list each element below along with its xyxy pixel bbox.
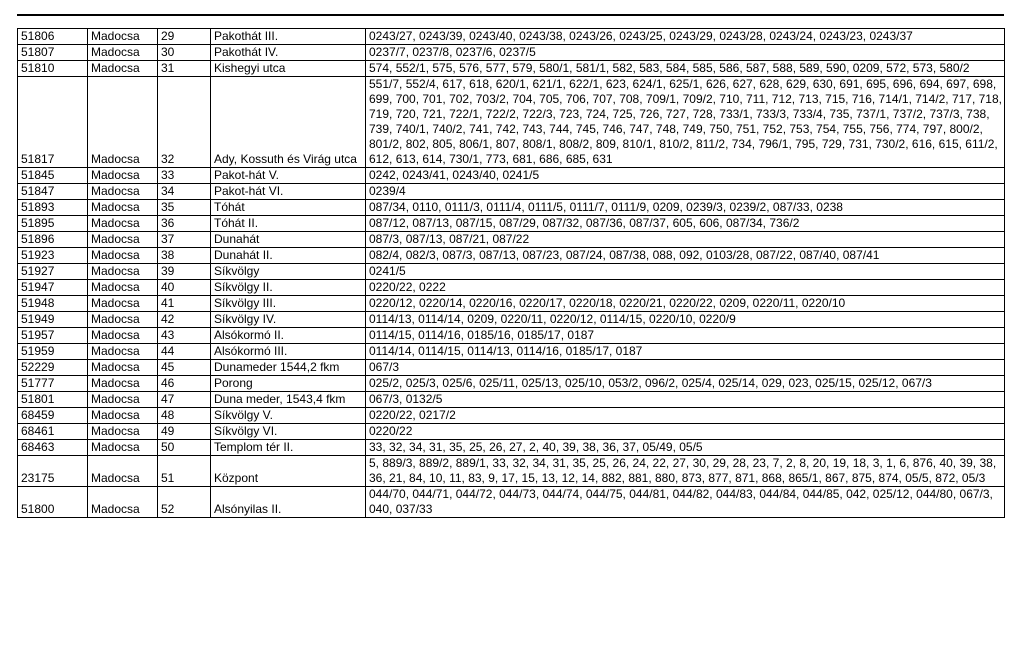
number-cell: 32 [158, 77, 211, 168]
parcels-cell: 082/4, 082/3, 087/3, 087/13, 087/23, 087/24, 087/38, 088, 092, 0103/28, 087/22, 087/40, 087/41 [366, 248, 1005, 264]
name-cell: Pakot-hát V. [211, 168, 366, 184]
table-row [18, 408, 1005, 424]
table-row [18, 312, 1005, 328]
number-cell: 33 [158, 168, 211, 184]
name-cell: Templom tér II. [211, 440, 366, 456]
name-cell: Alsónyilas II. [211, 487, 366, 518]
number-cell: 46 [158, 376, 211, 392]
settlement-cell: Madocsa [88, 408, 158, 424]
code-cell: 52229 [18, 360, 88, 376]
name-cell: Tóhát II. [211, 216, 366, 232]
name-cell: Síkvölgy III. [211, 296, 366, 312]
parcels-cell: 044/70, 044/71, 044/72, 044/73, 044/74, 044/75, 044/81, 044/82, 044/83, 044/84, 044/85, 042, 025/12, 044/80, 067/3, 040, 037/33 [366, 487, 1005, 518]
number-cell: 36 [158, 216, 211, 232]
code-cell: 51806 [18, 29, 88, 45]
name-cell: Dunameder 1544,2 fkm [211, 360, 366, 376]
table-row [18, 264, 1005, 280]
code-cell: 51845 [18, 168, 88, 184]
parcels-cell: 0220/12, 0220/14, 0220/16, 0220/17, 0220/18, 0220/21, 0220/22, 0209, 0220/11, 0220/10 [366, 296, 1005, 312]
parcels-cell: 087/34, 0110, 0111/3, 0111/4, 0111/5, 0111/7, 0111/9, 0209, 0239/3, 0239/2, 087/33, 0238 [366, 200, 1005, 216]
parcels-cell: 067/3 [366, 360, 1005, 376]
parcels-cell: 0220/22 [366, 424, 1005, 440]
parcels-cell: 0220/22, 0217/2 [366, 408, 1005, 424]
parcels-cell: 0242, 0243/41, 0243/40, 0241/5 [366, 168, 1005, 184]
table-row [18, 200, 1005, 216]
name-cell: Központ [211, 456, 366, 487]
name-cell: Dunahát II. [211, 248, 366, 264]
number-cell: 42 [158, 312, 211, 328]
table-row [18, 232, 1005, 248]
number-cell: 35 [158, 200, 211, 216]
table-row [18, 487, 1005, 518]
table-row [18, 344, 1005, 360]
code-cell: 51801 [18, 392, 88, 408]
code-cell: 68463 [18, 440, 88, 456]
settlement-cell: Madocsa [88, 360, 158, 376]
settlement-cell: Madocsa [88, 248, 158, 264]
code-cell: 51949 [18, 312, 88, 328]
settlement-cell: Madocsa [88, 456, 158, 487]
settlement-cell: Madocsa [88, 344, 158, 360]
settlement-cell: Madocsa [88, 392, 158, 408]
code-cell: 51923 [18, 248, 88, 264]
code-cell: 51800 [18, 487, 88, 518]
code-cell: 51895 [18, 216, 88, 232]
parcels-cell: 33, 32, 34, 31, 35, 25, 26, 27, 2, 40, 39, 38, 36, 37, 05/49, 05/5 [366, 440, 1005, 456]
number-cell: 47 [158, 392, 211, 408]
code-cell: 51948 [18, 296, 88, 312]
name-cell: Ady, Kossuth és Virág utca [211, 77, 366, 168]
number-cell: 50 [158, 440, 211, 456]
settlement-cell: Madocsa [88, 77, 158, 168]
table-row [18, 248, 1005, 264]
number-cell: 52 [158, 487, 211, 518]
number-cell: 30 [158, 45, 211, 61]
parcel-table [17, 28, 1005, 518]
table-row [18, 328, 1005, 344]
settlement-cell: Madocsa [88, 487, 158, 518]
name-cell: Síkvölgy V. [211, 408, 366, 424]
number-cell: 48 [158, 408, 211, 424]
table-row [18, 77, 1005, 168]
parcels-cell: 087/12, 087/13, 087/15, 087/29, 087/32, 087/36, 087/37, 605, 606, 087/34, 736/2 [366, 216, 1005, 232]
settlement-cell: Madocsa [88, 232, 158, 248]
table-row [18, 424, 1005, 440]
number-cell: 45 [158, 360, 211, 376]
parcels-cell: 574, 552/1, 575, 576, 577, 579, 580/1, 581/1, 582, 583, 584, 585, 586, 587, 588, 589, 590, 0209, 572, 573, 580/2 [366, 61, 1005, 77]
number-cell: 39 [158, 264, 211, 280]
name-cell: Dunahát [211, 232, 366, 248]
number-cell: 40 [158, 280, 211, 296]
table-row [18, 456, 1005, 487]
table-row [18, 440, 1005, 456]
table-row [18, 376, 1005, 392]
table-row [18, 392, 1005, 408]
table-row [18, 45, 1005, 61]
code-cell: 51927 [18, 264, 88, 280]
table-body [18, 29, 1005, 518]
name-cell: Síkvölgy [211, 264, 366, 280]
parcels-cell: 0243/27, 0243/39, 0243/40, 0243/38, 0243/26, 0243/25, 0243/29, 0243/28, 0243/24, 0243/23, 0243/37 [366, 29, 1005, 45]
parcels-cell: 087/3, 087/13, 087/21, 087/22 [366, 232, 1005, 248]
code-cell: 51896 [18, 232, 88, 248]
parcels-cell: 0114/14, 0114/15, 0114/13, 0114/16, 0185/17, 0187 [366, 344, 1005, 360]
table-row [18, 216, 1005, 232]
number-cell: 37 [158, 232, 211, 248]
name-cell: Kishegyi utca [211, 61, 366, 77]
name-cell: Pakot-hát VI. [211, 184, 366, 200]
table-row [18, 296, 1005, 312]
code-cell: 51959 [18, 344, 88, 360]
settlement-cell: Madocsa [88, 328, 158, 344]
parcels-cell: 0220/22, 0222 [366, 280, 1005, 296]
parcels-cell: 551/7, 552/4, 617, 618, 620/1, 621/1, 622/1, 623, 624/1, 625/1, 626, 627, 628, 629, 630, 691, 695, 696, 694, 697, 698, 699, 700, 701, 702, 703/2, 704, 705, 706, 707, 708, 709/1, 709/2, 710, 711, 712, 713, 715, 716, 714/1, 714/2, 717, 718, 719, 720, 721, 722/1, 722/2, 722/3, 723, 724, 725, 726, 727, 728, 733/1, 733/3, 733/4, 735, 737/1, 737/2, 737/3, 738, 739, 740/1, 740/2, 741, 742, 743, 744, 745, 746, 747, 748, 749, 750, 751, 752, 753, 754, 755, 756, 774, 797, 800/2, 801/2, 802, 805, 806/1, 807, 808/1, 808/2, 809, 810/1, 810/2, 811/2, 734, 796/1, 795, 729, 731, 730/2, 616, 615, 611/2, 612, 613, 614, 730/1, 773, 681, 686, 685, 631 [366, 77, 1005, 168]
name-cell: Síkvölgy IV. [211, 312, 366, 328]
parcels-cell: 0114/13, 0114/14, 0209, 0220/11, 0220/12, 0114/15, 0220/10, 0220/9 [366, 312, 1005, 328]
parcels-cell: 0237/7, 0237/8, 0237/6, 0237/5 [366, 45, 1005, 61]
number-cell: 43 [158, 328, 211, 344]
name-cell: Síkvölgy II. [211, 280, 366, 296]
settlement-cell: Madocsa [88, 280, 158, 296]
number-cell: 31 [158, 61, 211, 77]
parcels-cell: 025/2, 025/3, 025/6, 025/11, 025/13, 025/10, 053/2, 096/2, 025/4, 025/14, 029, 023, 025/15, 025/12, 067/3 [366, 376, 1005, 392]
name-cell: Duna meder, 1543,4 fkm [211, 392, 366, 408]
parcels-cell: 0239/4 [366, 184, 1005, 200]
settlement-cell: Madocsa [88, 424, 158, 440]
settlement-cell: Madocsa [88, 296, 158, 312]
settlement-cell: Madocsa [88, 312, 158, 328]
number-cell: 38 [158, 248, 211, 264]
settlement-cell: Madocsa [88, 376, 158, 392]
settlement-cell: Madocsa [88, 45, 158, 61]
settlement-cell: Madocsa [88, 216, 158, 232]
code-cell: 68459 [18, 408, 88, 424]
parcels-cell: 0114/15, 0114/16, 0185/16, 0185/17, 0187 [366, 328, 1005, 344]
code-cell: 51810 [18, 61, 88, 77]
code-cell: 23175 [18, 456, 88, 487]
code-cell: 51817 [18, 77, 88, 168]
parcels-cell: 0241/5 [366, 264, 1005, 280]
settlement-cell: Madocsa [88, 168, 158, 184]
number-cell: 49 [158, 424, 211, 440]
settlement-cell: Madocsa [88, 200, 158, 216]
settlement-cell: Madocsa [88, 440, 158, 456]
code-cell: 51957 [18, 328, 88, 344]
code-cell: 51807 [18, 45, 88, 61]
name-cell: Porong [211, 376, 366, 392]
table-row [18, 360, 1005, 376]
table-row [18, 168, 1005, 184]
parcels-cell: 5, 889/3, 889/2, 889/1, 33, 32, 34, 31, 35, 25, 26, 24, 22, 27, 30, 29, 28, 23, 7, 2, 8, 20, 19, 18, 3, 1, 6, 876, 40, 39, 38, 36, 21, 84, 10, 11, 83, 9, 17, 15, 13, 12, 14, 882, 881, 880, 873, 877, 871, 868, 865/1, 867, 875, 874, 05/5, 872, 05/3 [366, 456, 1005, 487]
settlement-cell: Madocsa [88, 184, 158, 200]
parcels-cell: 067/3, 0132/5 [366, 392, 1005, 408]
settlement-cell: Madocsa [88, 61, 158, 77]
table-row [18, 184, 1005, 200]
name-cell: Alsókormó III. [211, 344, 366, 360]
settlement-cell: Madocsa [88, 264, 158, 280]
name-cell: Tóhát [211, 200, 366, 216]
code-cell: 51847 [18, 184, 88, 200]
code-cell: 51947 [18, 280, 88, 296]
number-cell: 44 [158, 344, 211, 360]
number-cell: 41 [158, 296, 211, 312]
number-cell: 34 [158, 184, 211, 200]
table-row [18, 29, 1005, 45]
settlement-cell: Madocsa [88, 29, 158, 45]
number-cell: 51 [158, 456, 211, 487]
name-cell: Pakothát III. [211, 29, 366, 45]
code-cell: 68461 [18, 424, 88, 440]
table-row [18, 280, 1005, 296]
code-cell: 51777 [18, 376, 88, 392]
table-row [18, 61, 1005, 77]
number-cell: 29 [158, 29, 211, 45]
table-top-border [17, 14, 1004, 16]
code-cell: 51893 [18, 200, 88, 216]
name-cell: Alsókormó II. [211, 328, 366, 344]
name-cell: Síkvölgy VI. [211, 424, 366, 440]
name-cell: Pakothát IV. [211, 45, 366, 61]
